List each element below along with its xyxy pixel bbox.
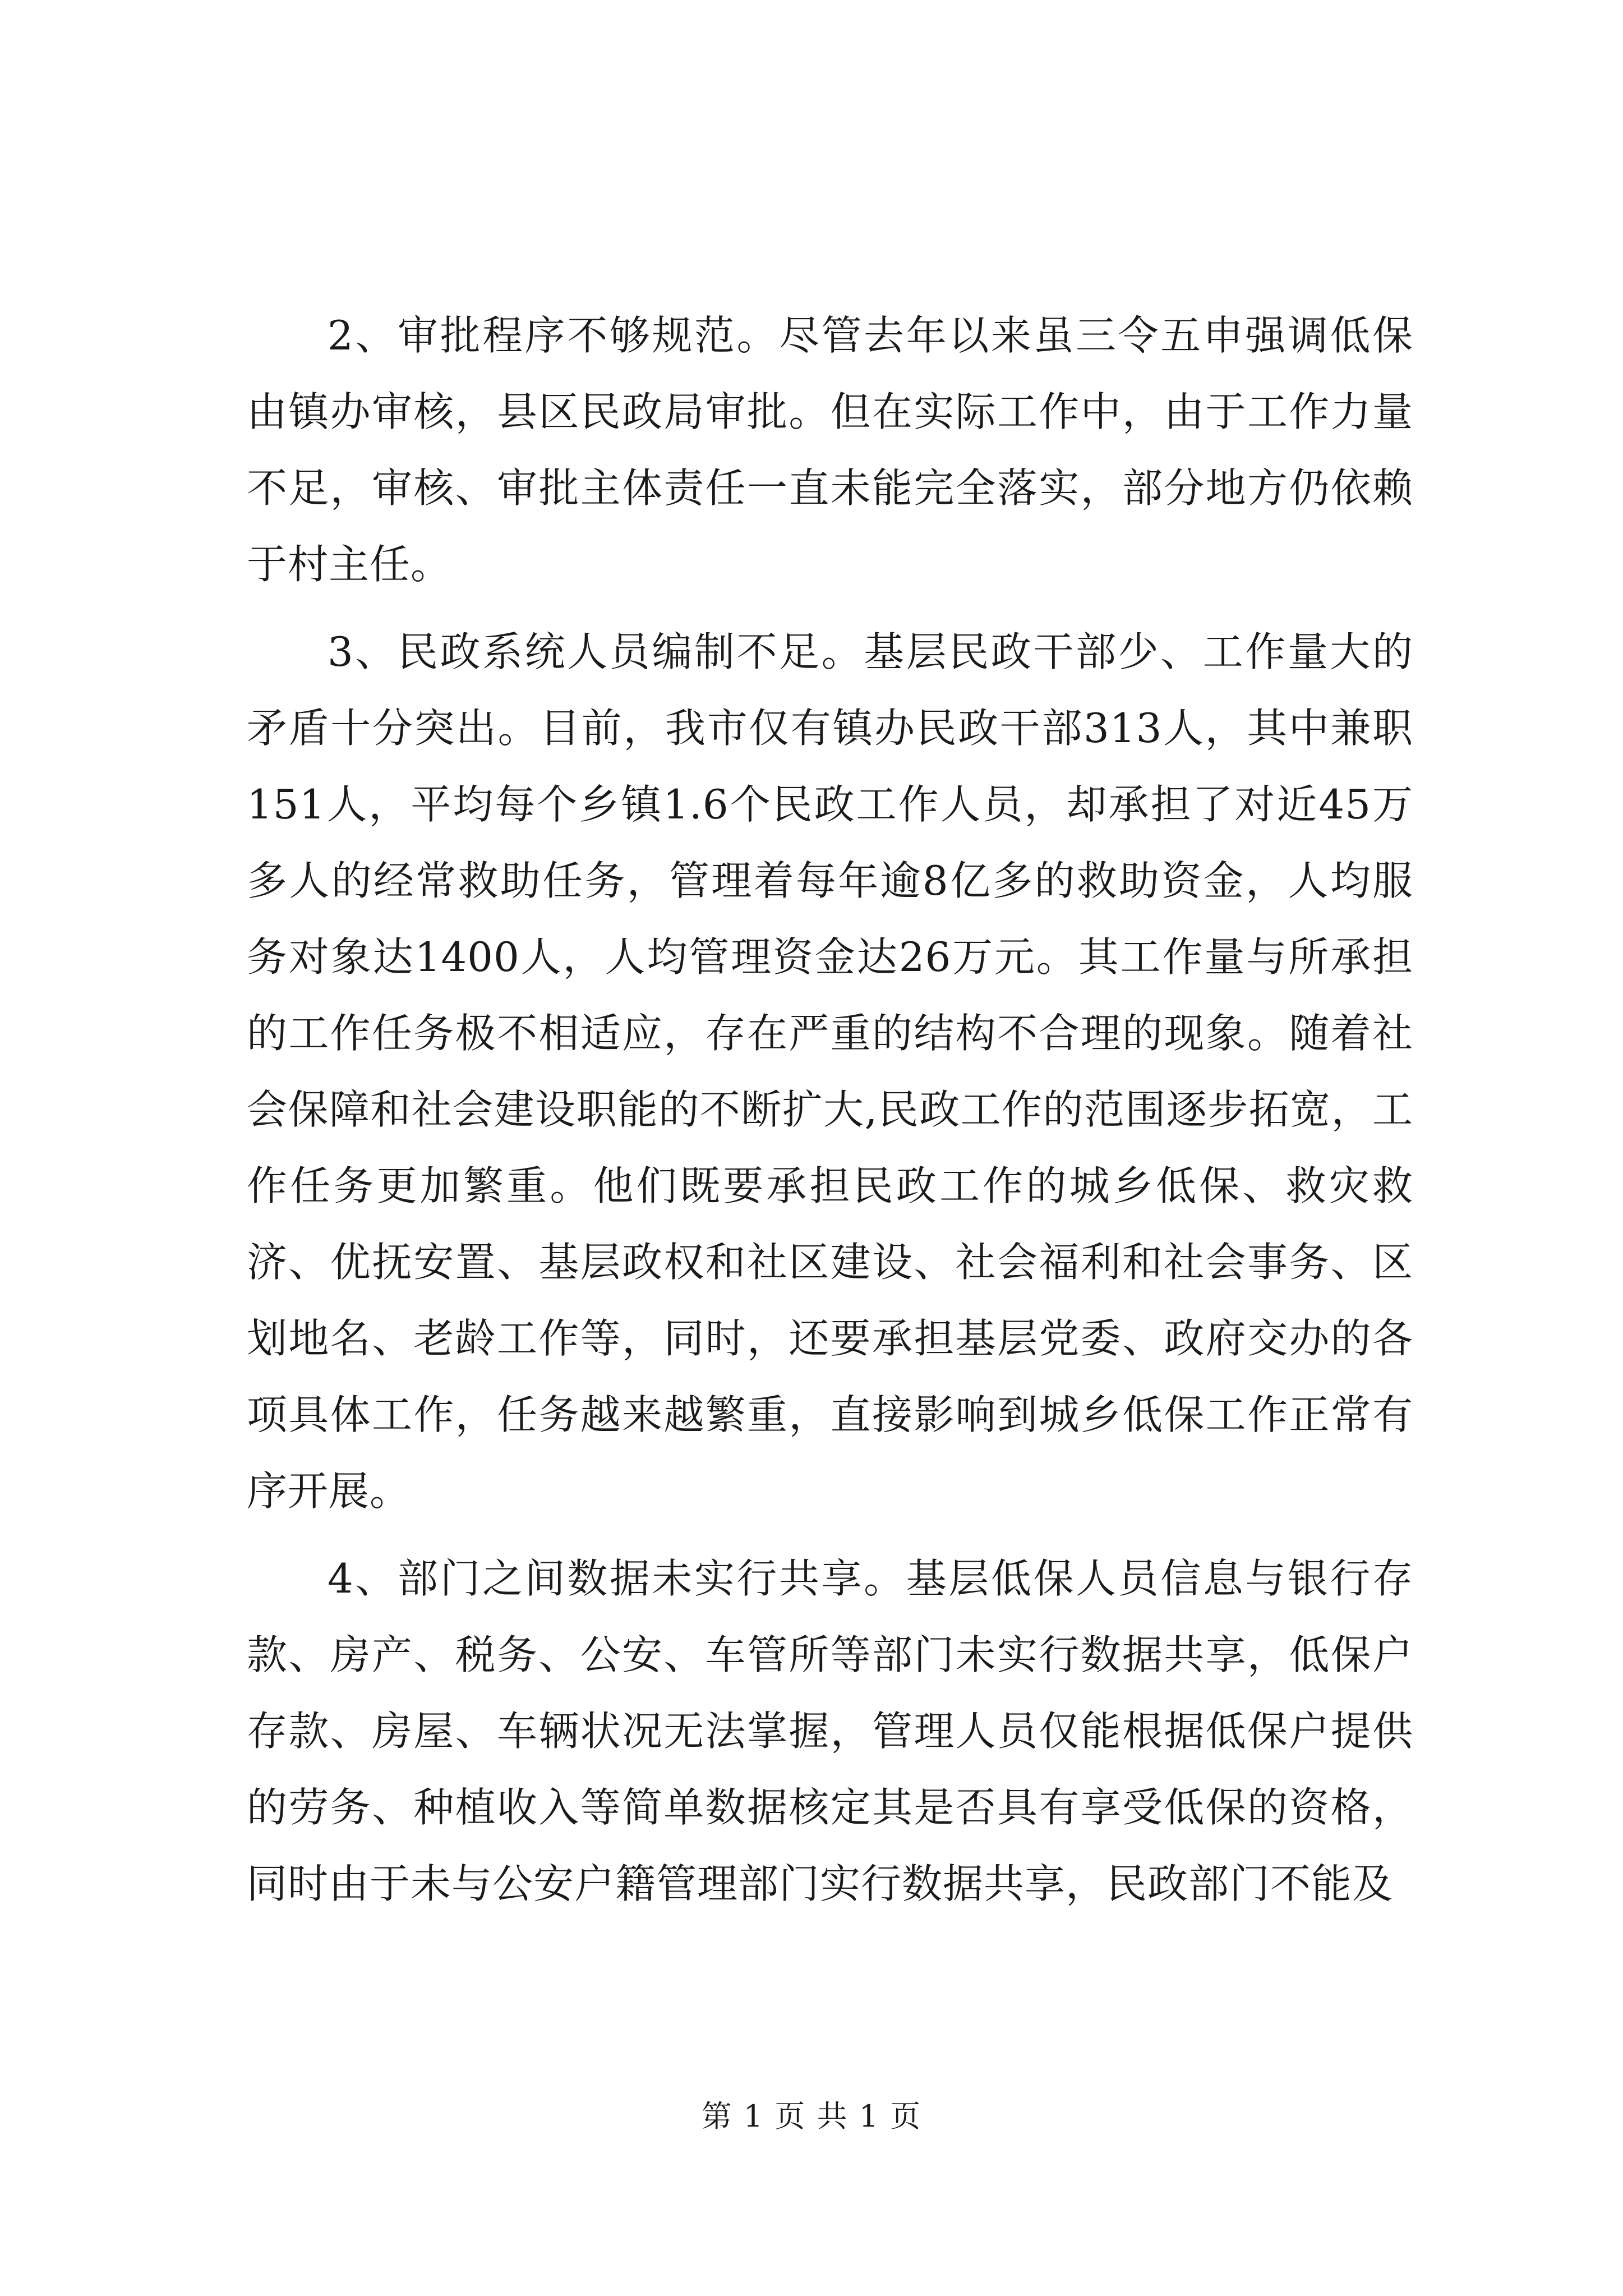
page-footer: 第 1 页 共 1 页: [701, 2099, 922, 2134]
paragraph-data-sharing: 4、部门之间数据未实行共享。基层低保人员信息与银行存款、房产、税务、公安、车管所等部门未实行数据共享，低保户存款、房屋、车辆状况无法掌握，管理人员仅能根据低保户提供的劳务、种植收入等简单数据核定其是否具有享受低保的资格，同时由于未与公安户籍管理部门实行数据共享，民政部门不能及: [247, 1555, 1413, 1907]
paragraph-staffing-shortage: 3、民政系统人员编制不足。基层民政干部少、工作量大的矛盾十分突出。目前，我市仅有镇办民政干部313人，其中兼职151人，平均每个乡镇1.6个民政工作人员，却承担了对近45万多人的经常救助任务，管理着每年逾8亿多的救助资金，人均服务对象达1400人，人均管理资金达26万元。其工作量与所承担的工作任务极不相适应，存在严重的结构不合理的现象。随着社会保障和社会建设职能的不断扩大,民政工作的范围逐步拓宽，工作任务更加繁重。他们既要承担民政工作的城乡低保、救灾救济、优抚安置、基层政权和社区建设、社会福利和社会事务、区划地名、老龄工作等，同时，还要承担基层党委、政府交办的各项具体工作，任务越来越繁重，直接影响到城乡低保工作正常有序开展。: [247, 628, 1413, 1515]
paragraph-approval-procedure: 2、审批程序不够规范。尽管去年以来虽三令五申强调低保由镇办审核，县区民政局审批。但在实际工作中，由于工作力量不足，审核、审批主体责任一直未能完全落实，部分地方仍依赖于村主任。: [247, 312, 1413, 588]
document-body: [247, 297, 1413, 1933]
